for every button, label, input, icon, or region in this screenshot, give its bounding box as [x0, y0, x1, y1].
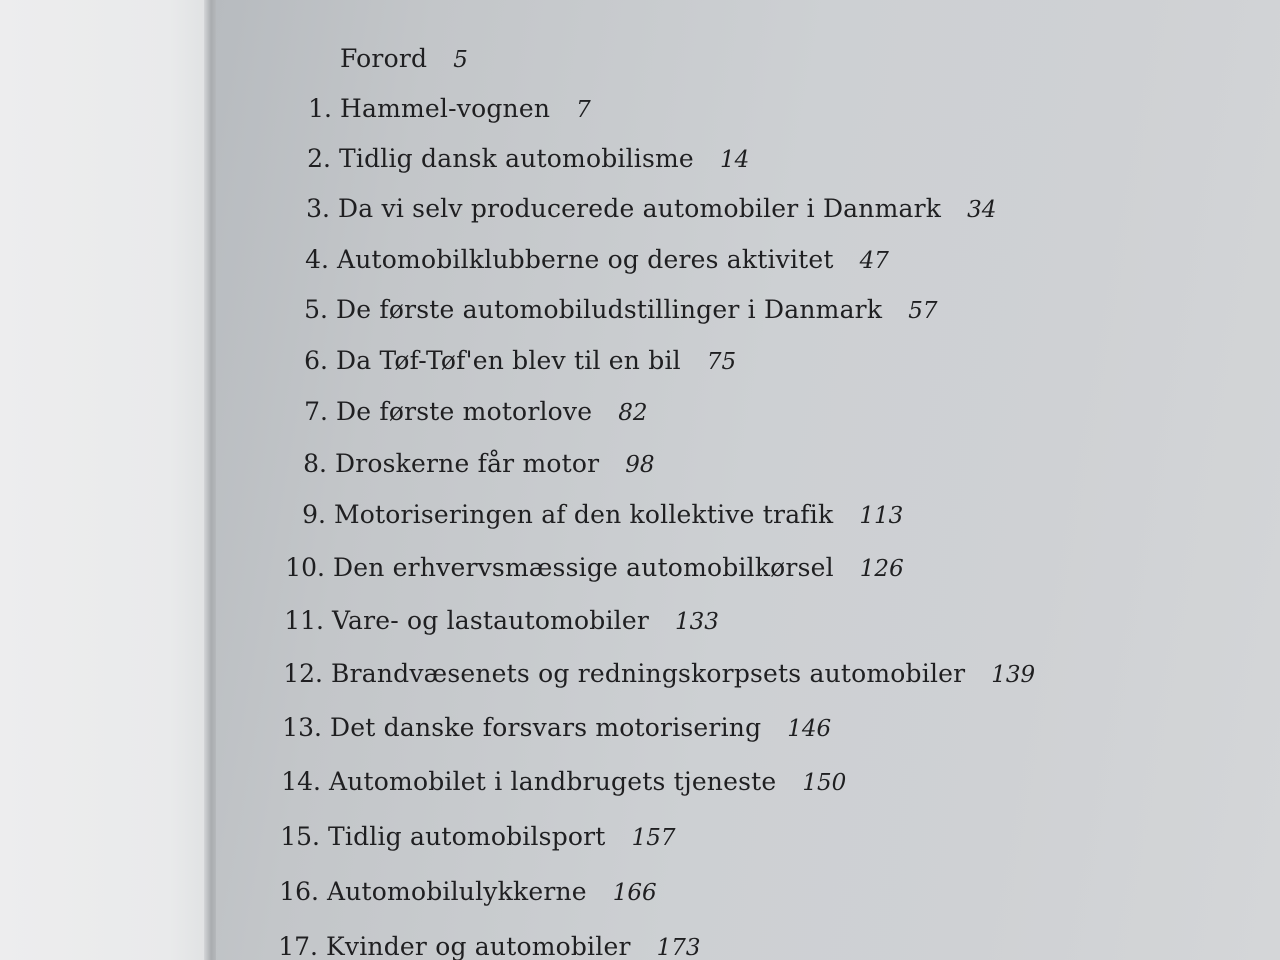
toc-entry-title: Hammel-vognen [340, 94, 551, 123]
toc-entry-title: Droskerne får motor [335, 449, 600, 478]
toc-entry-title: Det danske forsvars motorisering [330, 713, 762, 742]
toc-entry-9 [266, 502, 903, 528]
toc-entry-title: Tidlig automobilsport [328, 822, 606, 851]
toc-entry-forord [272, 46, 468, 72]
toc-entry-page: 34 [967, 197, 997, 223]
toc-entry-page: 133 [674, 609, 719, 635]
toc-entry-10 [265, 555, 904, 581]
toc-entry-number: 6. [304, 346, 328, 375]
toc-entry-14 [261, 769, 846, 795]
toc-entry-number: 11. [284, 606, 324, 635]
toc-entry-title: Automobilulykkerne [327, 877, 587, 906]
toc-entry-4 [269, 247, 889, 273]
toc-entry-page: 146 [787, 716, 832, 742]
toc-entry-page: 47 [859, 248, 889, 274]
toc-entry-title: De første motorlove [336, 397, 593, 426]
toc-entry-title: Vare- og lastautomobiler [332, 606, 649, 635]
toc-entry-page: 57 [908, 298, 938, 324]
toc-entry-number: 4. [305, 245, 329, 274]
toc-entry-page: 5 [453, 47, 468, 73]
toc-entry-page: 82 [618, 400, 648, 426]
toc-entry-number: 1. [308, 94, 332, 123]
toc-entry-8 [267, 451, 655, 477]
toc-entry-number: 16. [279, 877, 319, 906]
toc-entry-number: 12. [283, 659, 323, 688]
toc-entry-11 [264, 608, 719, 634]
toc-entry-number: 14. [281, 767, 321, 796]
toc-entry-page: 7 [576, 97, 591, 123]
toc-entry-page: 14 [719, 147, 750, 173]
toc-entry-number: 10. [285, 553, 325, 582]
toc-entry-title: Automobilklubberne og deres aktivitet [337, 245, 834, 274]
toc-entry-number: 5. [304, 295, 328, 324]
toc-entry-7 [268, 399, 648, 425]
toc-entry-12 [263, 661, 1035, 687]
toc-entry-page: 113 [859, 503, 904, 529]
toc-entry-16 [259, 879, 657, 905]
toc-entry-13 [262, 715, 831, 741]
table-of-contents-page [216, 0, 1280, 960]
toc-entry-number: 15. [280, 822, 320, 851]
toc-entry-page: 150 [802, 770, 847, 796]
toc-entry-page: 166 [612, 880, 657, 906]
toc-entry-title: Da Tøf-Tøf'en blev til en bil [336, 346, 681, 375]
toc-entry-6 [268, 348, 736, 374]
toc-entry-1 [272, 96, 591, 122]
toc-entry-title: Tidlig dansk automobilisme [339, 144, 694, 173]
left-book-page [0, 0, 212, 960]
toc-entry-title: Den erhvervsmæssige automobilkørsel [333, 553, 834, 582]
toc-entry-15 [260, 824, 675, 850]
toc-entry-title: Motoriseringen af den kollektive trafik [334, 500, 834, 529]
toc-entry-3 [270, 196, 996, 222]
toc-entry-page: 75 [706, 349, 737, 375]
toc-entry-page: 157 [631, 825, 676, 851]
toc-entry-2 [271, 146, 749, 172]
toc-entry-number: 9. [302, 500, 326, 529]
toc-entry-page: 139 [991, 662, 1036, 688]
toc-entry-number: 8. [303, 449, 327, 478]
toc-entry-number: 17. [278, 932, 318, 960]
toc-entry-number: 7. [304, 397, 328, 426]
toc-entry-title: Brandvæsenets og redningskorpsets automobiler [331, 659, 966, 688]
toc-entry-title: Automobilet i landbrugets tjeneste [329, 767, 777, 796]
toc-entry-number: 13. [282, 713, 322, 742]
toc-entry-page: 98 [625, 452, 655, 478]
toc-entry-page: 173 [656, 935, 701, 960]
toc-entry-page: 126 [859, 556, 904, 582]
toc-entry-title: Forord [340, 44, 428, 73]
toc-entry-title: De første automobiludstillinger i Danmark [336, 295, 883, 324]
toc-entry-number: 2. [307, 144, 331, 173]
toc-entry-number: 3. [306, 194, 330, 223]
toc-entry-title: Kvinder og automobiler [326, 932, 631, 960]
toc-entry-17 [258, 934, 701, 960]
toc-entry-5 [268, 297, 937, 323]
toc-entry-title: Da vi selv producerede automobiler i Danmark [338, 194, 942, 223]
